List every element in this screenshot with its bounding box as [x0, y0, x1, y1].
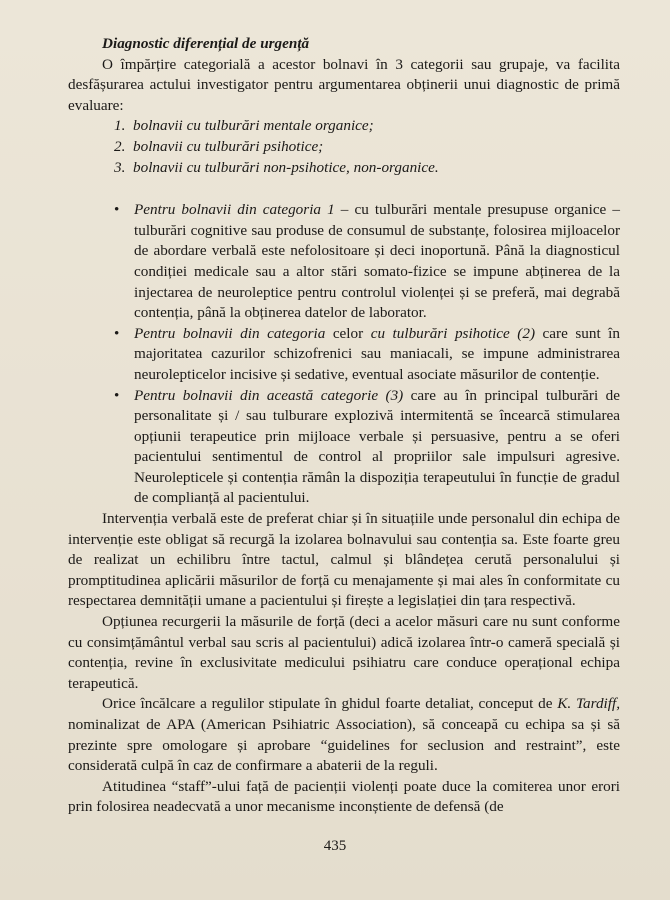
page-content: [68, 34, 620, 818]
category-number: 1.: [114, 117, 126, 135]
category-text: bolnavii cu tulburări non-psihotice, non-organice.: [133, 158, 439, 176]
category-item: [114, 116, 620, 137]
page-number: 435: [323, 838, 347, 854]
category-list: [68, 116, 620, 178]
paragraph-text: nominalizat de APA (American Psihiatric Association), să conceapă cu echipa sa și să prezinte spre omologare și aprobare “guidelines for seclusion and restraint”, este considerată culpă în caz de confirmare a abaterii de la reguli.: [68, 716, 620, 775]
intro-paragraph: O împărțire categorială a acestor bolnavi în 3 categorii sau grupaje, va facilita desfășurarea actului investigator pentru argumentarea obținerii unui diagnostic de primă evaluare:: [68, 55, 620, 114]
paragraph-force-measures: Opțiunea recurgerii la măsurile de forță (deci a acelor măsuri care nu sunt conforme cu consimțământul verbal sau scris al pacientului) adică izolarea într-o cameră specială și contenția, revine în exclusivitate medicului psihiatru care conduce operațional echipa terapeutică.: [68, 613, 620, 692]
bullet-item-3: [134, 386, 620, 510]
bullet-item-1: [134, 200, 620, 324]
bullet-lead: Pentru bolnavii din categoria 1: [134, 201, 335, 219]
bullet-connector: celor: [325, 324, 371, 342]
category-number: 2.: [114, 137, 126, 155]
bullet-lead: Pentru bolnavii din categoria: [134, 324, 326, 342]
bullet-lead-2: cu tulburări psihotice (2): [370, 324, 536, 342]
category-item: [114, 137, 620, 158]
category-item: [114, 158, 620, 179]
paragraph-text: Orice încălcare a regulilor stipulate în ghidul foarte detaliat, conceput de: [102, 695, 558, 713]
bullet-text: care sunt în majoritatea cazurilor schizofrenici sau maniacali, se impune administrarea neurolepticelor incisive și sedative, eventual asociate măsurilor de contenție.: [134, 324, 620, 383]
section-heading: Diagnostic diferențial de urgență: [102, 35, 310, 52]
author-name: K. Tardiff,: [557, 695, 620, 713]
category-text: bolnavii cu tulburări psihotice;: [133, 137, 324, 155]
paragraph-guidelines: [68, 694, 620, 776]
category-number: 3.: [114, 158, 126, 176]
category-text: bolnavii cu tulburări mentale organice;: [133, 117, 374, 135]
paragraph-staff-attitude: Atitudinea “staff”-ului față de pacienții violenți poate duce la comiterea unor erori prin folosirea neadecvată a unor mecanisme inconștiente de defensă (de: [68, 777, 620, 816]
bullet-text: – cu tulburări mentale presupuse organice – tulburări cognitive sau produse de consumul de substanțe, folosirea mijloacelor de abordare verbală este nefolositoare și deci inoportună. Până la diagnosticul condiției medicale sau a altor stări somato-fizice se impune abținerea de la injectarea de neuroleptice pentru controlul violenței și se preferă, mai degrabă contenția, până la obținerea datelor de laborator.: [134, 201, 620, 322]
bullet-lead: Pentru bolnavii din această categorie (3): [134, 386, 404, 404]
bullet-item-2: [134, 324, 620, 386]
bullet-list: [68, 200, 620, 509]
bullet-text: care au în principal tulburări de personalitate și / sau tulburare explozivă intermitentă se încearcă stimularea opțiunii terapeutice prin mijloace verbale și persuasive, pentru a se oferi pacientului sentimentul de control al propriilor sale impulsuri agresive. Neurolepticele și contenția rămân la dispoziția terapeutului în funcție de gradul de complianță al pacientului.: [134, 386, 620, 507]
paragraph-verbal-intervention: Intervenția verbală este de preferat chiar și în situațiile unde personalul din echipa de intervenție este obligat să recurgă la izolarea bolnavului sau contenția sa. Este foarte greu de realizat un echilibru între tactul, calmul și blândețea cerută personalului și promptitudinea aplicării măsurilor de forță cu menajamente și mai ales în conformitate cu respectarea demnității umane a pacientului și firește a legislației din țara respectivă.: [68, 510, 620, 610]
spacer: [68, 178, 620, 200]
